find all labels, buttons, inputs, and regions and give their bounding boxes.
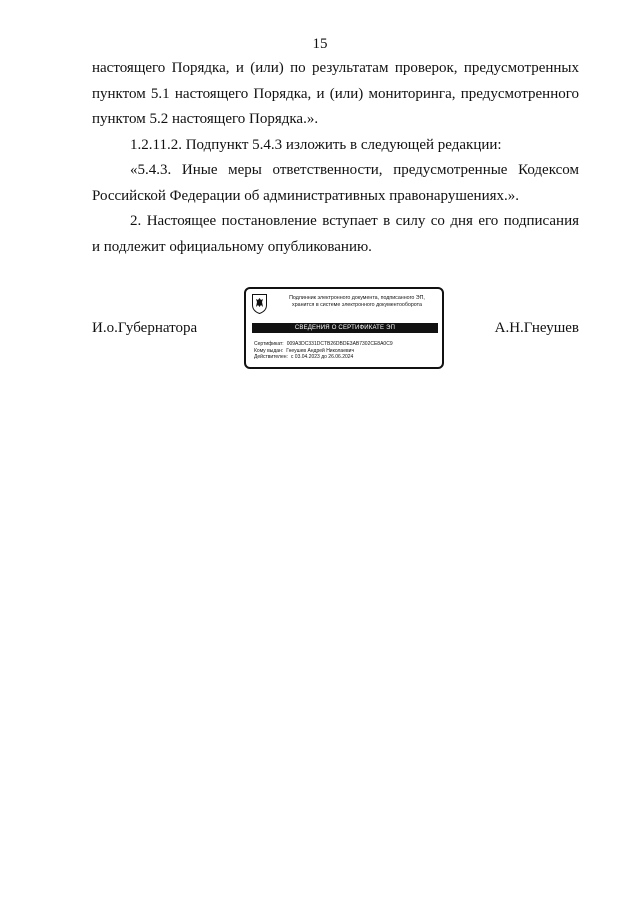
stamp-note-line-2: хранится в системе электронного документооборота bbox=[292, 302, 422, 308]
paragraph-3-line-2: Российской Федерации об административных правонарушениях.». bbox=[92, 187, 520, 204]
stamp-note bbox=[272, 295, 442, 309]
digital-signature-stamp bbox=[244, 287, 444, 369]
page-number: 15 bbox=[312, 36, 328, 52]
certificate-row bbox=[254, 341, 440, 348]
issued-to-value: Гнеушев Андрей Николаевич bbox=[286, 347, 355, 354]
valid-label: Действителен: bbox=[254, 354, 288, 361]
paragraph-1-line-2: пунктом 5.1 настоящего Порядка, и (или) мониторинга, предусмотренного bbox=[92, 85, 579, 102]
issued-to-label: Кому выдан: bbox=[254, 347, 284, 354]
paragraph-1-line-3: пунктом 5.2 настоящего Порядка.». bbox=[92, 111, 319, 127]
coat-of-arms-icon bbox=[252, 294, 267, 314]
stamp-note-line-1: Подлинник электронного документа, подписанного ЭП, bbox=[289, 295, 425, 301]
document-body bbox=[92, 56, 579, 260]
certificate-value: 009A3DC331DCTB26DBDE3AB7302CE8A0C9 bbox=[286, 341, 393, 347]
stamp-header: СВЕДЕНИЯ О СЕРТИФИКАТЕ ЭП bbox=[252, 323, 438, 333]
paragraph-4-line-1: 2. Настоящее постановление вступает в силу со дня его подписания bbox=[130, 213, 579, 229]
paragraph-1-line-1: настоящего Порядка, и (или) по результатам проверок, предусмотренных bbox=[92, 60, 579, 76]
certificate-label: Сертификат: bbox=[254, 341, 284, 347]
valid-row bbox=[254, 354, 440, 361]
signer-position: И.о.Губернатора bbox=[92, 320, 198, 336]
paragraph-3-line-1: «5.4.3. Иные меры ответственности, предусмотренные Кодексом bbox=[130, 162, 579, 178]
paragraph-2-line-1: 1.2.11.2. Подпункт 5.4.3 изложить в следующей редакции: bbox=[130, 136, 502, 153]
valid-value: с 03.04.2023 до 26.06.2024 bbox=[290, 354, 354, 361]
paragraph-4-line-2: и подлежит официальному опубликованию. bbox=[92, 238, 372, 255]
signer-name: А.Н.Гнеушев bbox=[494, 320, 579, 336]
certificate-details bbox=[254, 341, 440, 361]
